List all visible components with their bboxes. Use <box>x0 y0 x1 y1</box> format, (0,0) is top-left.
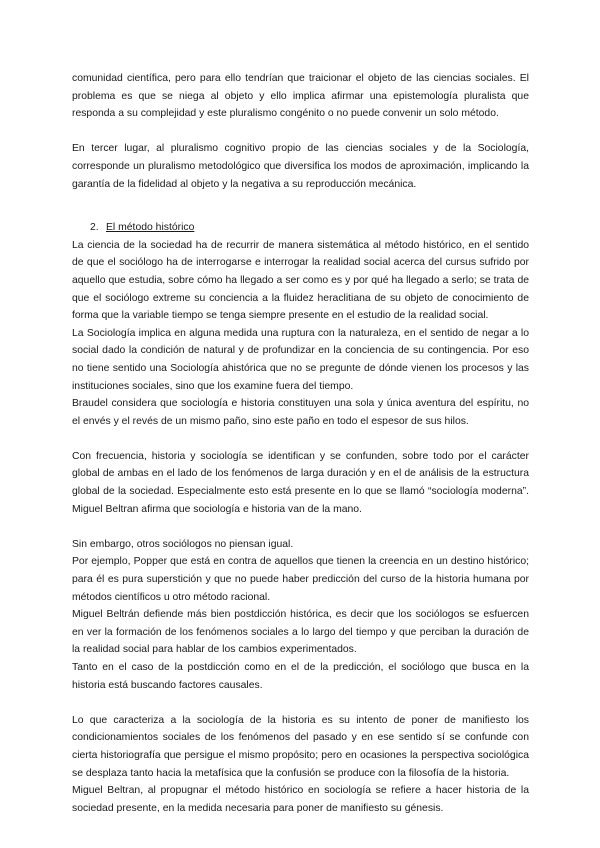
section-heading <box>90 219 529 237</box>
paragraph-methodological-pluralism: En tercer lugar, al pluralismo cognitivo propio de las ciencias sociales y de la Sociología, corresponde un pluralismo metodológico que diversifica los modos de aproximación, implicando la garantía de la fidelidad al objeto y la negativa a su reproducción mecánica. <box>72 143 529 190</box>
paragraph-beltran-postdiction: Miguel Beltrán defiende más bien postdicción histórica, es decir que los sociólogos se esfuercen en ver la formación de los fenómenos sociales a lo largo del tiempo y que perciban la duración de la realidad social para hablar de los cambios experimentados. <box>72 609 529 656</box>
paragraph-rupture-nature: La Sociología implica en alguna medida una ruptura con la naturaleza, en el sentido de negar a lo social dado la condición de natural y de profundizar en la conciencia de su contingencia. Por eso no tiene sentido una Sociología ahistórica que no se pregunte de dónde vienen los procesos y las instituciones sociales, sino que los examine fuera del tiempo. <box>72 327 529 392</box>
paragraph-historical-method: La ciencia de la sociedad ha de recurrir de manera sistemática al método histórico, en el sentido de que el sociólogo ha de interrogarse e interrogar la realidad social acerca del cursus sufrido por aquello que estudia, sobre cómo ha llegado a ser como es y por qué ha llegado a serlo; se trata de que el sociólogo extreme su conciencia a la fluidez heraclitiana de su objeto de conocimiento de forma que la variable tiempo se tenga siempre presente en el estudio de la realidad social. <box>72 239 529 322</box>
section-title: El método histórico <box>106 222 195 234</box>
paragraph-identification: Con frecuencia, historia y sociología se identifican y se confunden, sobre todo por el carácter global de ambas en el lado de los fenómenos de larga duración y en el de análisis de la estructura global de la sociedad. Especialmente esto está presente en lo que se llamó “sociología moderna”. Miguel Beltran afirma que sociología e historia van de la mano. <box>72 450 529 515</box>
document-page <box>72 70 529 817</box>
paragraph-epistemology: comunidad científica, pero para ello tendrían que traicionar el objeto de las ciencias sociales. El problema es que se niega al objeto y ello implica afirmar una epistemología pluralista que responda a su complejidad y este pluralismo congénito o no puede convenir un solo método. <box>72 73 529 120</box>
paragraph-beltran-present: Miguel Beltran, al propugnar el método histórico en sociología se refiere a hacer historia de la sociedad presente, en la medida necesaria para poner de manifiesto su génesis. <box>72 785 529 814</box>
paragraph-others-disagree: Sin embargo, otros sociólogos no piensan igual. <box>72 538 294 550</box>
paragraph-popper: Por ejemplo, Popper que está en contra de aquellos que tienen la creencia en un destino histórico; para él es pura superstición y que no puede haber predicción del curso de la historia humana por métodos científicos u otro método racional. <box>72 556 529 603</box>
paragraph-causal-factors: Tanto en el caso de la postdicción como en el de la predicción, el sociólogo que busca en la historia está buscando factores causales. <box>72 662 529 691</box>
paragraph-sociology-of-history: Lo que caracteriza a la sociología de la historia es su intento de poner de manifiesto los condicionamientos sociales de los fenómenos del pasado y en ese sentido sí se confunde con cierta historiografía que persigue el mismo propósito; pero en ocasiones la perspectiva sociológica se desplaza tanto hacia la metafísica que la confusión se produce con la filosofía de la historia. <box>72 714 529 779</box>
paragraph-braudel: Braudel considera que sociología e historia constituyen una sola y única aventura del espíritu, no el envés y el revés de un mismo paño, sino este paño en todo el espesor de sus hilos. <box>72 398 529 427</box>
section-number: 2. <box>90 222 99 234</box>
